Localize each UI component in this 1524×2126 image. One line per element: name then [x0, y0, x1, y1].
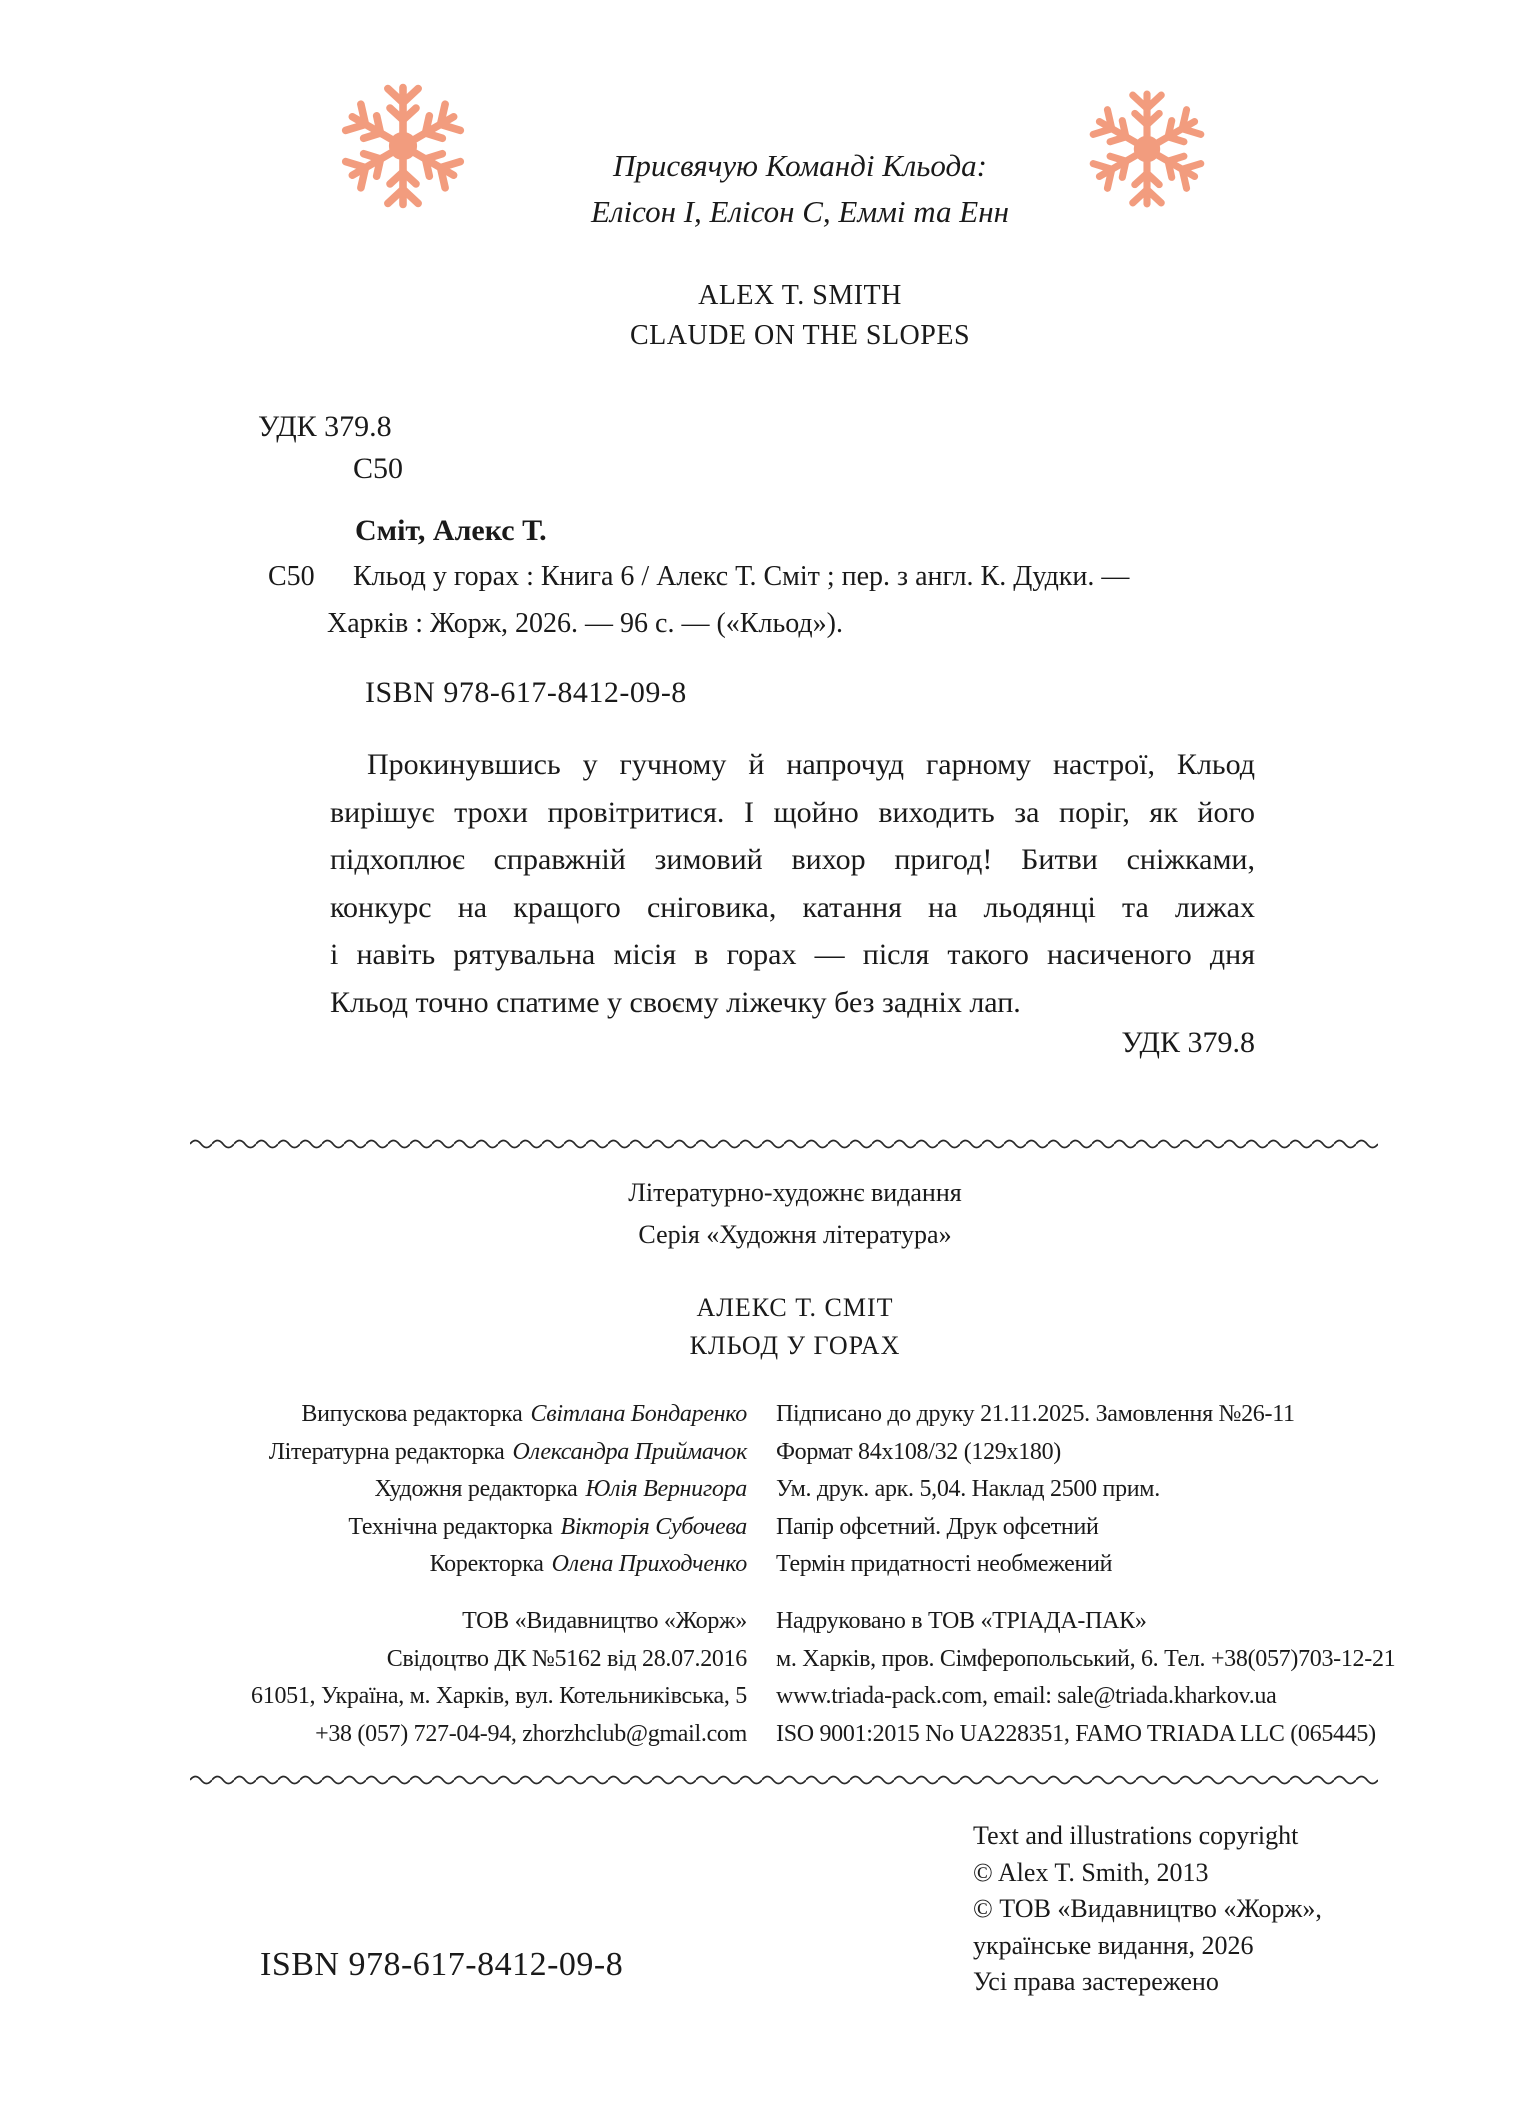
print-detail-line: Підписано до друку 21.11.2025. Замовлення №26-11: [776, 1401, 1295, 1427]
copyright-block: [973, 1818, 1403, 2001]
editor-row: Технічна редакторка Вікторія Субочева: [348, 1513, 747, 1540]
class-code: С50: [353, 452, 404, 485]
editor-row: Випускова редакторка Світлана Бондаренко: [301, 1401, 747, 1427]
publisher-line: Свідоцтво ДК №5162 від 28.07.2016: [386, 1645, 747, 1672]
editor-row: Художня редакторка Юлія Вернигора: [374, 1476, 747, 1502]
printer-line: www.triada-pack.com, email: sale@triada.kharkov.ua: [776, 1683, 1277, 1709]
annotation-line: Кльод точно спатиме у своєму ліжечку без задніх лап.: [330, 985, 1021, 1019]
print-detail-line: Ум. друк. арк. 5,04. Наклад 2500 прим.: [776, 1476, 1160, 1502]
print-details-column: [776, 1396, 1396, 1584]
printer-line: ISO 9001:2015 No UA228351, FAMO TRIADA LLC (065445): [776, 1720, 1376, 1747]
book-title: КЛЬОД У ГОРАХ: [689, 1331, 901, 1360]
copyright-line: Text and illustrations copyright: [973, 1821, 1299, 1850]
author-heading: Сміт, Алекс Т.: [355, 514, 547, 547]
udc-code: УДК 379.8: [258, 410, 392, 443]
annotation-line: підхоплює справжній зимовий вихор пригод! Битви сніжками,: [330, 843, 1255, 876]
publisher-line: ТОВ «Видавництво «Жорж»: [462, 1608, 747, 1634]
publisher-line: 61051, Україна, м. Харків, вул. Котельниківська, 5: [251, 1683, 747, 1709]
wavy-divider: [190, 1772, 1378, 1786]
print-detail-line: Папір офсетний. Друк офсетний: [776, 1513, 1099, 1540]
print-detail-line: Формат 84х108/32 (129х180): [776, 1438, 1061, 1465]
publisher-column: [150, 1603, 747, 1753]
isbn-footer: ISBN 978-617-8412-09-8: [260, 1946, 624, 1983]
edition-type: Літературно-художнє видання: [628, 1178, 962, 1207]
annotation-line: вирішує трохи провітритися. І щойно виходить за поріг, як його: [330, 795, 1255, 829]
dedication-line: Елісон І, Елісон С, Еммі та Енн: [591, 194, 1009, 229]
copyright-line: українське видання, 2026: [973, 1930, 1254, 1960]
editors-column: [150, 1396, 747, 1584]
original-title: CLAUDE ON THE SLOPES: [629, 320, 971, 351]
catalog-entry-line: Харків : Жорж, 2026. — 96 с. — («Кльод»).: [327, 608, 843, 639]
printer-line: Надруковано в ТОВ «ТРІАДА-ПАК»: [776, 1608, 1147, 1634]
printer-line: м. Харків, пров. Сімферопольський, 6. Тел. +38(057)703-12-21: [776, 1645, 1396, 1672]
entry-code: С50: [268, 561, 315, 592]
print-detail-line: Термін придатності необмежений: [776, 1551, 1113, 1577]
annotation-line: і навіть рятувальна місія в горах — після такого насиченого дня: [330, 938, 1255, 971]
edition-type-block: [335, 1172, 1255, 1256]
annotation-line: конкурс на кращого сніговика, катання на льодянці та лижах: [330, 890, 1255, 924]
wavy-divider: [190, 1136, 1378, 1150]
publisher-line: +38 (057) 727-04-94, zhorzhclub@gmail.com: [315, 1720, 747, 1747]
original-title-block: [340, 276, 1260, 356]
annotation-paragraph: [330, 741, 1255, 1026]
isbn-number: ISBN 978-617-8412-09-8: [365, 676, 687, 709]
ukrainian-title-block: [335, 1289, 1255, 1365]
catalog-entry-line: Кльод у горах : Книга 6 / Алекс Т. Сміт ; пер. з англ. К. Дудки. —: [353, 561, 1130, 592]
editor-row: Літературна редакторка Олександра Приймачок: [268, 1438, 747, 1465]
dedication-line: Присвячую Команді Кльода:: [613, 148, 987, 183]
annotation-line: Прокинувшись у гучному й напрочуд гарному настрої, Кльод: [367, 748, 1255, 781]
editor-row: Коректорка Олена Приходченко: [429, 1551, 747, 1577]
udc-code-footer: УДК 379.8: [1121, 1026, 1255, 1059]
edition-series: Серія «Художня література»: [638, 1220, 952, 1249]
printer-column: [776, 1603, 1396, 1753]
copyright-line: © Alex T. Smith, 2013: [973, 1857, 1209, 1887]
copyright-line: Усі права застережено: [973, 1967, 1219, 1996]
dedication: [340, 143, 1260, 235]
book-author: АЛЕКС Т. СМІТ: [696, 1293, 894, 1322]
copyright-line: © ТОВ «Видавництво «Жорж»,: [973, 1894, 1322, 1923]
original-author: ALEX T. SMITH: [698, 280, 902, 311]
